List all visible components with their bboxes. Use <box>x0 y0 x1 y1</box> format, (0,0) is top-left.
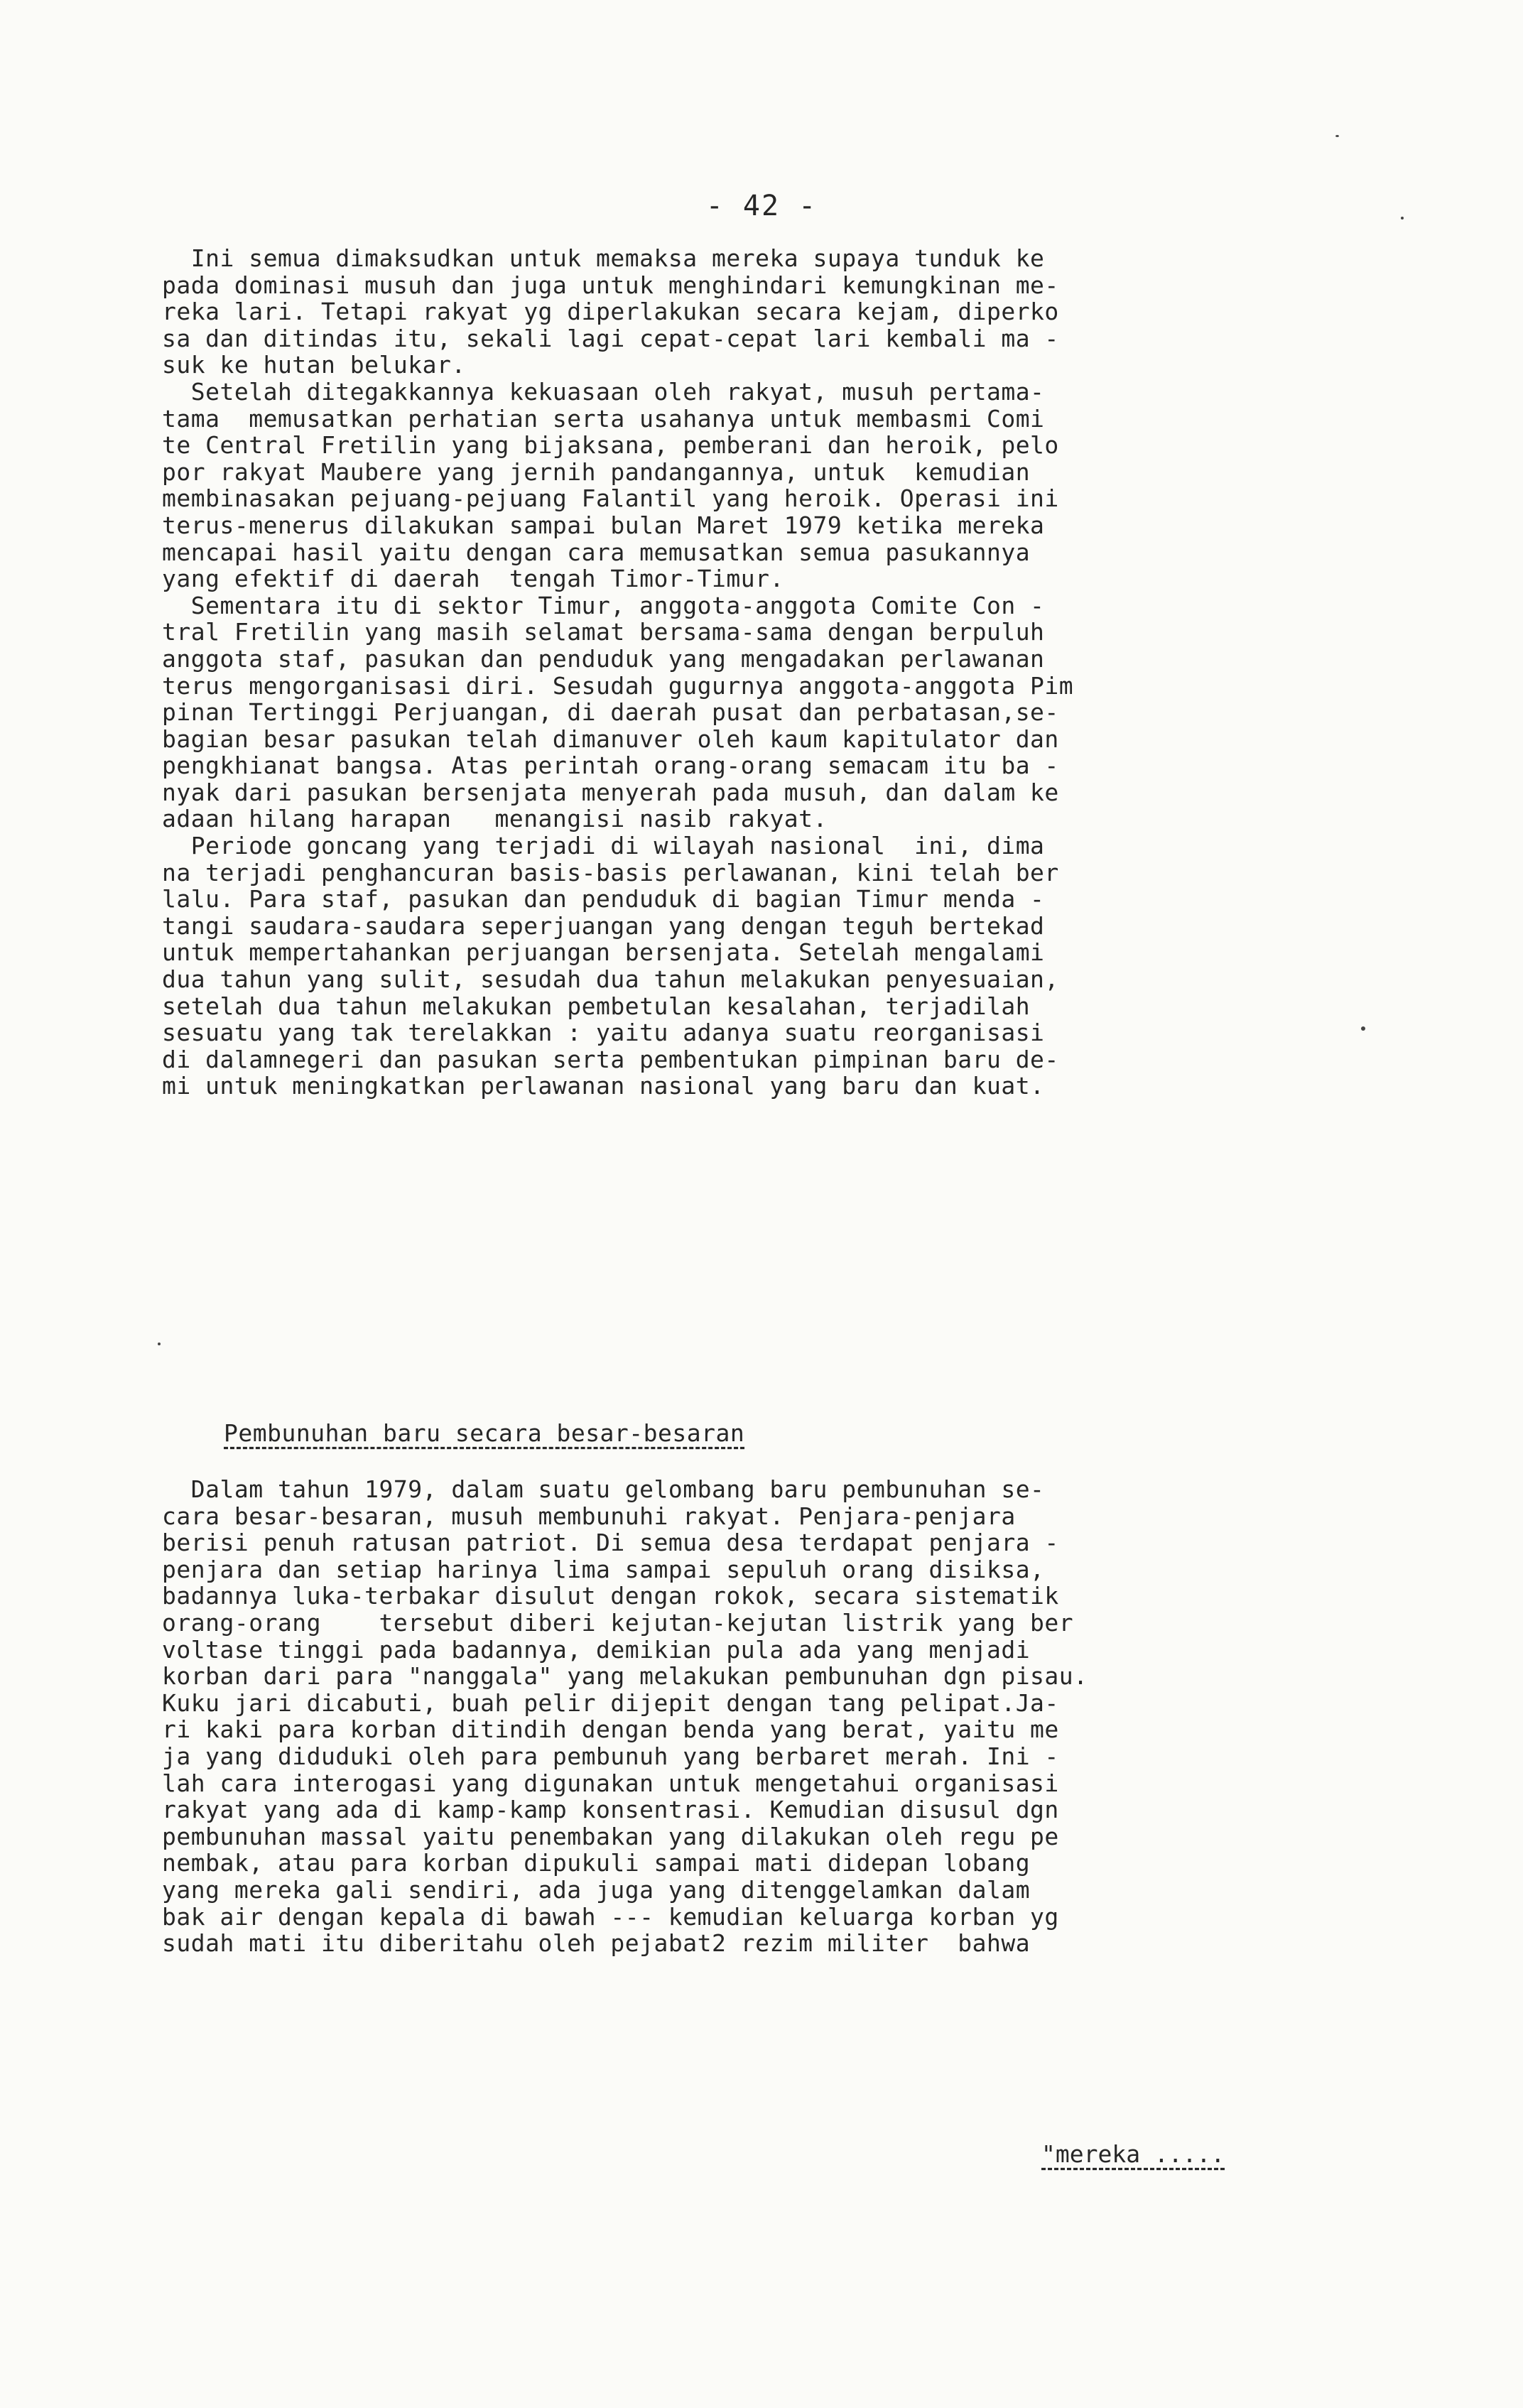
text-line: pembunuhan massal yaitu penembakan yang dilakukan oleh regu pe <box>162 1822 1059 1850</box>
text-line: membinasakan pejuang-pejuang Falantil yang heroik. Operasi ini <box>162 484 1059 513</box>
scan-speck <box>1401 217 1404 219</box>
text-line: tangi saudara-saudara seperjuangan yang dengan teguh bertekad <box>162 911 1045 940</box>
text-line: reka lari. Tetapi rakyat yg diperlakukan secara kejam, diperko <box>162 298 1059 326</box>
text-line: dua tahun yang sulit, sesudah dua tahun melakukan penyesuaian, <box>162 965 1059 994</box>
section-heading: Pembunuhan baru secara besar-besaran <box>224 1419 745 1447</box>
text-line: korban dari para "nanggala" yang melakukan pembunuhan dgn pisau. <box>162 1662 1088 1691</box>
text-line: untuk mempertahankan perjuangan bersenjata. Setelah mengalami <box>162 938 1045 967</box>
text-line: nyak dari pasukan bersenjata menyerah pada musuh, dan dalam ke <box>162 778 1059 806</box>
text-line: di dalamnegeri dan pasukan serta pembentukan pimpinan baru de- <box>162 1045 1059 1073</box>
text-line: sudah mati itu diberitahu oleh pejabat2 rezim militer bahwa <box>162 1929 1031 1958</box>
text-line: tral Fretilin yang masih selamat bersama-sama dengan berpuluh <box>162 618 1045 646</box>
scan-speck <box>158 1343 161 1345</box>
text-line: pada dominasi musuh dan juga untuk menghindari kemungkinan me- <box>162 271 1059 299</box>
text-line: penjara dan setiap harinya lima sampai sepuluh orang disiksa, <box>162 1555 1045 1583</box>
text-line: ri kaki para korban ditindih dengan benda yang berat, yaitu me <box>162 1715 1059 1744</box>
text-line: mencapai hasil yaitu dengan cara memusatkan semua pasukannya <box>162 538 1031 566</box>
page-number: - 42 - <box>705 190 818 222</box>
text-line: adaan hilang harapan menangisi nasib rakyat. <box>162 805 828 833</box>
text-line: voltase tinggi pada badannya, demikian pula ada yang menjadi <box>162 1635 1031 1664</box>
text-line: yang efektif di daerah tengah Timor-Timur. <box>162 565 784 593</box>
text-line: te Central Fretilin yang bijaksana, pemberani dan heroik, pelo <box>162 431 1059 460</box>
text-line: yang mereka gali sendiri, ada juga yang ditenggelamkan dalam <box>162 1875 1031 1904</box>
text-line: pengkhianat bangsa. Atas perintah orang-orang semacam itu ba - <box>162 752 1059 780</box>
text-line: bak air dengan kepala di bawah --- kemudian keluarga korban yg <box>162 1902 1059 1931</box>
continuation-catchword: "mereka ..... <box>1041 2140 1225 2168</box>
text-line: Dalam tahun 1979, dalam suatu gelombang baru pembunuhan se- <box>162 1475 1045 1503</box>
text-line: rakyat yang ada di kamp-kamp konsentrasi. Kemudian disusul dgn <box>162 1796 1059 1824</box>
text-line: sesuatu yang tak terelakkan : yaitu adanya suatu reorganisasi <box>162 1019 1045 1047</box>
scan-speck <box>1361 1026 1365 1031</box>
text-line: bagian besar pasukan telah dimanuver oleh kaum kapitulator dan <box>162 725 1059 753</box>
text-line: lalu. Para staf, pasukan dan penduduk di bagian Timur menda - <box>162 885 1045 913</box>
text-line: pinan Tertinggi Perjuangan, di daerah pusat dan perbatasan,se- <box>162 698 1059 727</box>
text-line: terus-menerus dilakukan sampai bulan Maret 1979 ketika mereka <box>162 511 1045 539</box>
text-line: ja yang diduduki oleh para pembunuh yang berbaret merah. Ini - <box>162 1742 1059 1770</box>
text-line: Ini semua dimaksudkan untuk memaksa mereka supaya tunduk ke <box>162 244 1045 272</box>
scan-speck <box>1335 135 1339 137</box>
section-1-paragraphs <box>162 245 1355 1100</box>
text-line: badannya luka-terbakar disulut dengan rokok, secara sistematik <box>162 1582 1059 1610</box>
text-line: setelah dua tahun melakukan pembetulan kesalahan, terjadilah <box>162 992 1031 1020</box>
text-line: lah cara interogasi yang digunakan untuk mengetahui organisasi <box>162 1769 1059 1797</box>
text-line: suk ke hutan belukar. <box>162 351 466 379</box>
text-line: na terjadi penghancuran basis-basis perlawanan, kini telah ber <box>162 858 1059 886</box>
text-line: anggota staf, pasukan dan penduduk yang mengadakan perlawanan <box>162 644 1045 673</box>
text-line: nembak, atau para korban dipukuli sampai mati didepan lobang <box>162 1849 1031 1877</box>
text-line: orang-orang tersebut diberi kejutan-kejutan listrik yang ber <box>162 1608 1074 1637</box>
text-line: terus mengorganisasi diri. Sesudah gugurnya anggota-anggota Pim <box>162 671 1074 700</box>
text-line: por rakyat Maubere yang jernih pandangannya, untuk kemudian <box>162 457 1031 486</box>
text-line: Kuku jari dicabuti, buah pelir dijepit dengan tang pelipat.Ja- <box>162 1688 1059 1717</box>
text-line: mi untuk meningkatkan perlawanan nasional yang baru dan kuat. <box>162 1072 1045 1100</box>
text-line: sa dan ditindas itu, sekali lagi cepat-cepat lari kembali ma - <box>162 324 1059 352</box>
text-line: berisi penuh ratusan patriot. Di semua desa terdapat penjara - <box>162 1529 1059 1557</box>
text-line: tama memusatkan perhatian serta usahanya untuk membasmi Comi <box>162 404 1045 433</box>
text-line: Periode goncang yang terjadi di wilayah nasional ini, dima <box>162 832 1045 860</box>
text-line: Sementara itu di sektor Timur, anggota-anggota Comite Con - <box>162 591 1045 619</box>
section-2-paragraphs <box>162 1476 1355 1957</box>
text-line: cara besar-besaran, musuh membunuhi rakyat. Penjara-penjara <box>162 1502 1016 1530</box>
text-line: Setelah ditegakkannya kekuasaan oleh rakyat, musuh pertama- <box>162 377 1045 406</box>
